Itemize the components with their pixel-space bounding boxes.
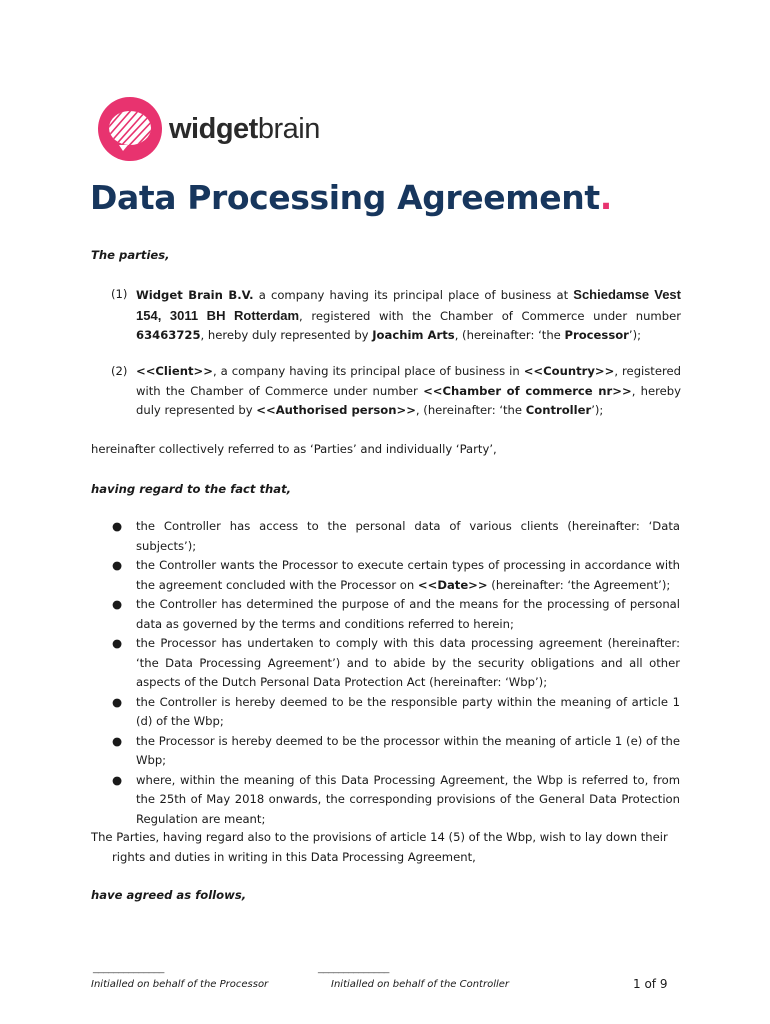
party-1-text-e: ’); — [628, 328, 642, 342]
bullet-icon: ● — [112, 694, 123, 709]
controller-initial-label: Initialled on behalf of the Controller — [331, 979, 510, 990]
party-2-number: (2) — [111, 364, 128, 378]
logo-word-widget: widget — [169, 112, 258, 145]
coc-placeholder: <<Chamber of commerce nr>> — [423, 383, 632, 398]
controller-role: Controller — [525, 403, 592, 417]
processor-address: Schiedamse Vest 154, 3011 BH Rotterdam — [136, 287, 681, 323]
list-item — [108, 595, 680, 634]
bullet-icon: ● — [112, 597, 123, 611]
recital-text: the Processor has undertaken to comply with this data processing agreement (hereinafter: ‘the Data Processing Agreement’) and to abide by the security obligations and all other aspects of the Dutch Personal Data Protection Act (hereinafter: ‘Wbp’); — [136, 636, 680, 689]
regard-heading: having regard to the fact that, — [91, 482, 292, 496]
processor-initial-label: Initialled on behalf of the Processor — [91, 979, 269, 990]
list-item — [108, 634, 680, 693]
closing-line-2: rights and duties in writing in this Data Processing Agreement, — [112, 849, 476, 864]
recital-text: the Controller wants the Processor to execute certain types of processing in accordance with the agreement concluded with the Processor on — [136, 558, 680, 592]
list-item — [108, 556, 680, 595]
party-1-text-b: , registered with the Chamber of Commerce under number — [299, 308, 681, 323]
party-1-text-a: a company having its principal place of business at — [253, 288, 574, 302]
processor-role: Processor — [564, 328, 629, 342]
party-1-text-c: , hereby duly represented by — [200, 328, 373, 342]
agreed-heading: have agreed as follows, — [91, 888, 247, 902]
list-item — [108, 732, 680, 771]
logo-wordmark — [169, 113, 320, 146]
list-item — [108, 517, 680, 556]
party-1 — [111, 285, 681, 346]
collective-definition: hereinafter collectively referred to as ‘Parties’ and individually ‘Party’, — [91, 442, 497, 456]
document-title — [90, 178, 612, 217]
logo-word-brain: brain — [257, 112, 320, 145]
party-2 — [111, 362, 681, 421]
bullet-icon: ● — [112, 772, 123, 787]
title-text: Data Processing Agreement — [90, 178, 600, 217]
party-2-text-a: , a company having its principal place of business in — [212, 364, 524, 378]
party-2-text-c: , hereby duly represented by — [136, 383, 682, 417]
bullet-icon: ● — [112, 519, 123, 533]
closing-line-1: The Parties, having regard also to the provisions of article 14 (5) of the Wbp, wish to lay down their — [91, 830, 668, 844]
parties-label: The parties, — [91, 248, 170, 262]
party-1-text-d: , (hereinafter: ‘the — [454, 328, 565, 342]
bullet-icon: ● — [112, 733, 123, 748]
recital-text: the Controller has determined the purpose of and the means for the processing of personal data as governed by the terms and conditions referred to herein; — [136, 597, 680, 631]
closing-paragraph — [91, 828, 681, 867]
recital-text: where, within the meaning of this Data Processing Agreement, the Wbp is referred to, from the 25th of May 2018 onwards, the corresponding provisions of the General Data Protection Regulation are meant; — [136, 772, 680, 826]
party-2-text-e: ’); — [591, 403, 604, 417]
page-number: 1 of 9 — [633, 977, 668, 991]
controller-initial-line: ______________ — [318, 963, 389, 974]
recital-text: the Processor is hereby deemed to be the processor within the meaning of article 1 (e) of the Wbp; — [136, 733, 680, 767]
list-item — [108, 693, 680, 732]
bullet-icon: ● — [112, 558, 123, 572]
date-placeholder: <<Date>> — [417, 577, 488, 592]
authorised-person-placeholder: <<Authorised person>> — [256, 403, 416, 417]
party-1-text — [136, 285, 681, 346]
party-1-number: (1) — [111, 287, 128, 301]
recital-text: the Controller has access to the personal data of various clients (hereinafter: ‘Data subjects’); — [136, 519, 680, 553]
bullet-icon: ● — [112, 636, 123, 650]
client-placeholder: <<Client>> — [136, 364, 213, 378]
processor-name: Widget Brain B.V. — [136, 288, 254, 302]
recitals-list — [108, 517, 680, 829]
brain-logo-icon — [97, 96, 163, 162]
list-item — [108, 771, 680, 830]
recital-text-end: (hereinafter: ‘the Agreement’); — [487, 577, 671, 592]
widget-brain-logo — [97, 96, 320, 162]
processor-representative: Joachim Arts — [372, 328, 455, 342]
processor-initial-line: ______________ — [93, 963, 164, 974]
country-placeholder: <<Country>> — [523, 364, 615, 378]
title-dot: . — [599, 178, 612, 217]
party-2-text-d: , (hereinafter: ‘the — [415, 403, 526, 417]
party-2-text-b: , registered with the Chamber of Commerce under number — [136, 364, 681, 398]
processor-coc-number: 63463725 — [136, 328, 201, 342]
recital-text: the Controller is hereby deemed to be the responsible party within the meaning of article 1 (d) of the Wbp; — [136, 694, 680, 728]
party-2-text — [136, 362, 681, 421]
